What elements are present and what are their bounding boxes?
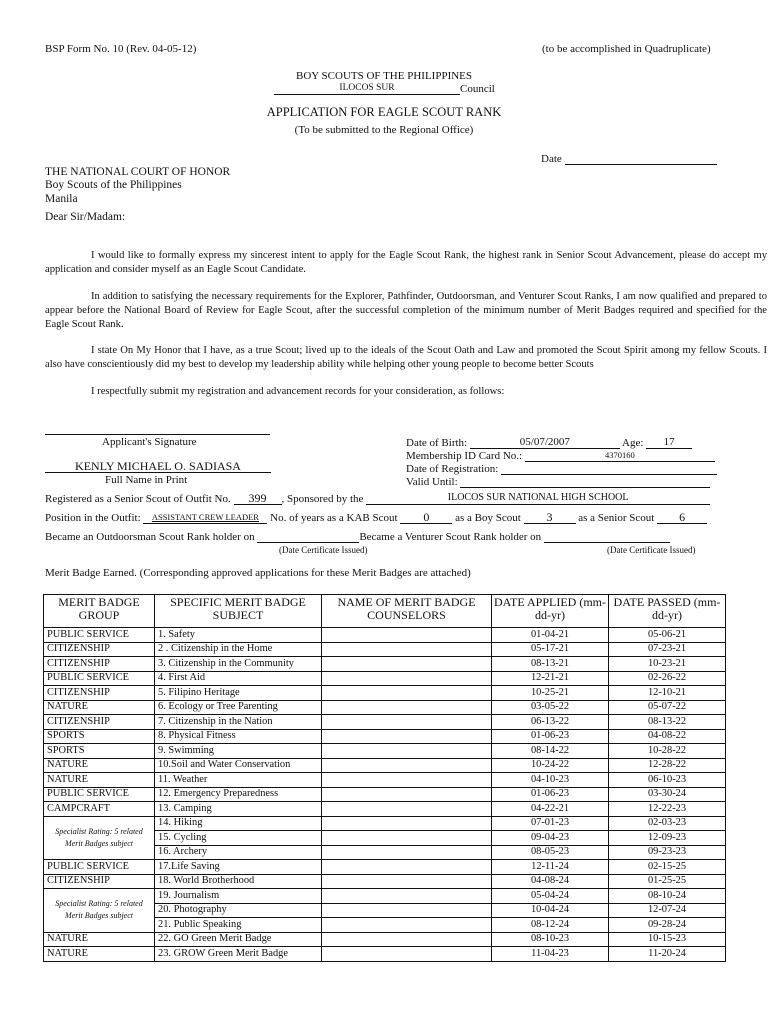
subject-cell[interactable]: 16. Archery — [155, 845, 322, 860]
council-label: Council — [460, 83, 495, 95]
organization-name: BOY SCOUTS OF THE PHILIPPINES — [295, 70, 473, 82]
group-cell[interactable]: NATURE — [44, 700, 155, 715]
full-name-line — [45, 460, 271, 473]
group-cell[interactable]: NATURE — [44, 758, 155, 773]
specialist-rating-note: Specialist Rating: 5 related Merit Badges subject — [44, 889, 155, 933]
table-row — [44, 773, 726, 788]
letter-paragraph-3: I state On My Honor that I have, as a true Scout; lived up to the ideals of the Scout Oath and Law and promoted the Scout Spirit among my fellow Scouts. I also have conscientiously did my best to develop my leadership ability while helping other young people to become better Scouts — [45, 345, 767, 370]
date-passed-cell[interactable]: 08-13-22 — [609, 715, 726, 730]
date-applied-cell[interactable]: 05-04-24 — [492, 889, 609, 904]
table-row — [44, 744, 726, 759]
counselor-cell[interactable] — [322, 700, 492, 715]
date-passed-cell[interactable]: 05-06-21 — [609, 628, 726, 643]
date-applied-cell[interactable]: 12-11-24 — [492, 860, 609, 875]
date-applied-cell[interactable]: 10-04-24 — [492, 903, 609, 918]
subject-cell[interactable]: 7. Citizenship in the Nation — [155, 715, 322, 730]
table-row — [44, 686, 726, 701]
subject-cell[interactable]: 15. Cycling — [155, 831, 322, 846]
subject-cell[interactable]: 19. Journalism — [155, 889, 322, 904]
table-row — [44, 642, 726, 657]
date-passed-cell[interactable]: 11-20-24 — [609, 947, 726, 962]
counselor-cell[interactable] — [322, 845, 492, 860]
group-cell[interactable]: SPORTS — [44, 729, 155, 744]
boy-scout-years-field[interactable]: 3 — [524, 511, 576, 524]
venturer-date-field[interactable] — [544, 530, 670, 543]
counselor-cell[interactable] — [322, 744, 492, 759]
position-line — [45, 511, 707, 524]
date-applied-cell[interactable]: 01-04-21 — [492, 628, 609, 643]
subject-cell[interactable]: 12. Emergency Preparedness — [155, 787, 322, 802]
subject-cell[interactable]: 8. Physical Fitness — [155, 729, 322, 744]
form-title: APPLICATION FOR EAGLE SCOUT RANK — [266, 105, 502, 119]
date-applied-cell[interactable]: 11-04-23 — [492, 947, 609, 962]
council-line — [274, 82, 495, 95]
date-passed-cell[interactable]: 02-03-23 — [609, 816, 726, 831]
counselor-cell[interactable] — [322, 773, 492, 788]
subject-cell[interactable]: 11. Weather — [155, 773, 322, 788]
outfit-number-field[interactable]: 399 — [234, 492, 282, 505]
counselor-cell[interactable] — [322, 874, 492, 889]
sponsor-field[interactable]: ILOCOS SUR NATIONAL HIGH SCHOOL — [366, 492, 710, 505]
addressee-line-3: Manila — [45, 193, 78, 205]
subject-cell[interactable]: 20. Photography — [155, 903, 322, 918]
date-applied-cell[interactable]: 09-04-23 — [492, 831, 609, 846]
date-applied-cell[interactable]: 08-12-24 — [492, 918, 609, 933]
full-name-field[interactable]: KENLY MICHAEL O. SADIASA — [45, 460, 271, 473]
subject-cell[interactable]: 6. Ecology or Tree Parenting — [155, 700, 322, 715]
subject-cell[interactable]: 1. Safety — [155, 628, 322, 643]
subject-cell[interactable]: 21. Public Speaking — [155, 918, 322, 933]
subject-cell[interactable]: 10.Soil and Water Conservation — [155, 758, 322, 773]
addressee-line-2: Boy Scouts of the Philippines — [45, 179, 182, 191]
group-cell[interactable]: PUBLIC SERVICE — [44, 860, 155, 875]
outdoorsman-date-field[interactable] — [257, 530, 359, 543]
valid-until-label: Valid Until: — [406, 476, 458, 488]
date-passed-cell[interactable]: 07-23-21 — [609, 642, 726, 657]
outdoorsman-date-caption: (Date Certificate Issued) — [279, 545, 368, 555]
date-passed-cell[interactable]: 10-23-21 — [609, 657, 726, 672]
counselor-cell[interactable] — [322, 787, 492, 802]
counselor-cell[interactable] — [322, 729, 492, 744]
valid-until-line — [406, 475, 710, 488]
quadruplicate-note: (to be accomplished in Quadruplicate) — [542, 43, 711, 55]
group-cell[interactable]: CITIZENSHIP — [44, 642, 155, 657]
date-applied-cell[interactable]: 08-10-23 — [492, 932, 609, 947]
addressee-line-1: THE NATIONAL COURT OF HONOR — [45, 166, 231, 178]
council-field[interactable]: ILOCOS SUR — [274, 82, 460, 95]
date-applied-cell[interactable]: 08-05-23 — [492, 845, 609, 860]
group-cell[interactable]: CITIZENSHIP — [44, 715, 155, 730]
header-subject: SPECIFIC MERIT BADGE SUBJECT — [155, 595, 322, 628]
counselor-cell[interactable] — [322, 657, 492, 672]
registration-field[interactable] — [501, 462, 717, 475]
counselor-cell[interactable] — [322, 918, 492, 933]
date-applied-cell[interactable]: 04-10-23 — [492, 773, 609, 788]
date-applied-cell[interactable]: 01-06-23 — [492, 729, 609, 744]
date-passed-cell[interactable]: 10-28-22 — [609, 744, 726, 759]
counselor-cell[interactable] — [322, 903, 492, 918]
age-field[interactable]: 17 — [646, 436, 692, 449]
table-header-row — [44, 595, 726, 628]
group-cell[interactable]: PUBLIC SERVICE — [44, 628, 155, 643]
letter-paragraph-2: In addition to satisfying the necessary requirements for the Explorer, Pathfinder, Outdoorsman, and Venturer Scout Ranks, I am now qualified and prepared to appear before the National Board of Review for Eagle Scout, after the successful completion of the minimum number of Merit Badges required and specified for the Eagle Scout Rank. — [45, 291, 767, 330]
counselor-cell[interactable] — [322, 816, 492, 831]
table-row — [44, 889, 726, 904]
counselor-cell[interactable] — [322, 860, 492, 875]
counselor-cell[interactable] — [322, 802, 492, 817]
group-cell[interactable]: CITIZENSHIP — [44, 657, 155, 672]
date-line — [541, 152, 717, 165]
signature-field[interactable] — [45, 424, 270, 435]
header-group: MERIT BADGE GROUP — [44, 595, 155, 628]
counselor-cell[interactable] — [322, 686, 492, 701]
form-subtitle: (To be submitted to the Regional Office) — [294, 124, 474, 136]
date-passed-cell[interactable]: 03-30-24 — [609, 787, 726, 802]
subject-cell[interactable]: 3. Citizenship in the Community — [155, 657, 322, 672]
subject-cell[interactable]: 5. Filipino Heritage — [155, 686, 322, 701]
header-date-passed: DATE PASSED (mm-dd-yr) — [609, 595, 726, 628]
table-row — [44, 816, 726, 831]
kab-years-field[interactable]: 0 — [400, 511, 452, 524]
subject-cell[interactable]: 18. World Brotherhood — [155, 874, 322, 889]
letter-paragraph-1: I would like to formally express my sincerest intent to apply for the Eagle Scout Rank, the highest rank in Senior Scout Advancement, please do accept my application and consider myself as an Eagle Scout Candidate. — [45, 250, 767, 275]
group-cell[interactable]: PUBLIC SERVICE — [44, 671, 155, 686]
sponsored-label: , Sponsored by the — [281, 493, 364, 505]
group-cell[interactable]: SPORTS — [44, 744, 155, 759]
table-row — [44, 860, 726, 875]
date-applied-cell[interactable]: 08-13-21 — [492, 657, 609, 672]
date-passed-cell[interactable]: 12-22-23 — [609, 802, 726, 817]
date-passed-cell[interactable]: 05-07-22 — [609, 700, 726, 715]
valid-until-field[interactable] — [460, 475, 710, 488]
table-row — [44, 700, 726, 715]
date-passed-cell[interactable]: 09-28-24 — [609, 918, 726, 933]
letter-paragraph-4: I respectfully submit my registration and advancement records for your consideration, as follows: — [91, 386, 505, 397]
full-name-label: Full Name in Print — [105, 474, 188, 486]
registration-label: Date of Registration: — [406, 463, 499, 475]
dob-label: Date of Birth: — [406, 437, 468, 449]
subject-cell[interactable]: 9. Swimming — [155, 744, 322, 759]
group-cell[interactable]: NATURE — [44, 947, 155, 962]
date-applied-cell[interactable]: 10-24-22 — [492, 758, 609, 773]
date-passed-cell[interactable]: 09-23-23 — [609, 845, 726, 860]
age-label: Age: — [622, 437, 644, 449]
date-passed-cell[interactable]: 10-15-23 — [609, 932, 726, 947]
membership-field[interactable]: 4370160 — [525, 449, 715, 462]
date-passed-cell[interactable]: 06-10-23 — [609, 773, 726, 788]
subject-cell[interactable]: 23. GROW Green Merit Badge — [155, 947, 322, 962]
date-applied-cell[interactable]: 04-22-21 — [492, 802, 609, 817]
venturer-label: Became a Venturer Scout Rank holder on — [359, 531, 542, 543]
date-passed-cell[interactable]: 12-10-21 — [609, 686, 726, 701]
table-row — [44, 947, 726, 962]
specialist-rating-note: Specialist Rating: 5 related Merit Badges subject — [44, 816, 155, 860]
date-passed-cell[interactable]: 12-07-24 — [609, 903, 726, 918]
form-number: BSP Form No. 10 (Rev. 04-05-12) — [45, 43, 197, 55]
merit-badge-note: Merit Badge Earned. (Corresponding approved applications for these Merit Badges are attached) — [45, 567, 471, 579]
table-row — [44, 715, 726, 730]
counselor-cell[interactable] — [322, 932, 492, 947]
counselor-cell[interactable] — [322, 642, 492, 657]
table-row — [44, 671, 726, 686]
registration-details-line — [45, 492, 710, 505]
counselor-cell[interactable] — [322, 671, 492, 686]
counselor-cell[interactable] — [322, 628, 492, 643]
date-applied-cell[interactable]: 12-21-21 — [492, 671, 609, 686]
group-cell[interactable]: NATURE — [44, 932, 155, 947]
group-cell[interactable]: CAMPCRAFT — [44, 802, 155, 817]
counselor-cell[interactable] — [322, 947, 492, 962]
kab-label: No. of years as a KAB Scout — [270, 512, 398, 524]
salutation: Dear Sir/Madam: — [45, 211, 126, 223]
group-cell[interactable]: PUBLIC SERVICE — [44, 787, 155, 802]
date-label: Date — [541, 153, 562, 165]
subject-cell[interactable]: 22. GO Green Merit Badge — [155, 932, 322, 947]
dob-line — [406, 436, 692, 449]
table-row — [44, 657, 726, 672]
table-row — [44, 874, 726, 889]
date-passed-cell[interactable]: 08-10-24 — [609, 889, 726, 904]
venturer-date-caption: (Date Certificate Issued) — [607, 545, 696, 555]
date-applied-cell[interactable]: 03-05-22 — [492, 700, 609, 715]
subject-cell[interactable]: 13. Camping — [155, 802, 322, 817]
date-applied-cell[interactable]: 06-13-22 — [492, 715, 609, 730]
counselor-cell[interactable] — [322, 715, 492, 730]
outdoorsman-label: Became an Outdoorsman Scout Rank holder on — [45, 531, 255, 543]
subject-cell[interactable]: 14. Hiking — [155, 816, 322, 831]
date-field[interactable] — [565, 152, 717, 165]
group-cell[interactable]: CITIZENSHIP — [44, 686, 155, 701]
dob-field[interactable]: 05/07/2007 — [470, 436, 620, 449]
rank-holder-line — [45, 530, 670, 543]
date-applied-cell[interactable]: 07-01-23 — [492, 816, 609, 831]
date-passed-cell[interactable]: 02-26-22 — [609, 671, 726, 686]
subject-cell[interactable]: 17.Life Saving — [155, 860, 322, 875]
table-row — [44, 758, 726, 773]
counselor-cell[interactable] — [322, 758, 492, 773]
membership-label: Membership ID Card No.: — [406, 450, 523, 462]
membership-line — [406, 449, 715, 462]
date-applied-cell[interactable]: 01-06-23 — [492, 787, 609, 802]
signature-label: Applicant's Signature — [102, 436, 197, 448]
header-counselors: NAME OF MERIT BADGE COUNSELORS — [322, 595, 492, 628]
group-cell[interactable]: CITIZENSHIP — [44, 874, 155, 889]
date-passed-cell[interactable]: 04-08-22 — [609, 729, 726, 744]
counselor-cell[interactable] — [322, 889, 492, 904]
table-row — [44, 729, 726, 744]
date-passed-cell[interactable]: 02-15-25 — [609, 860, 726, 875]
boy-scout-label: as a Boy Scout — [455, 512, 521, 524]
group-cell[interactable]: NATURE — [44, 773, 155, 788]
table-row — [44, 628, 726, 643]
date-passed-cell[interactable]: 12-09-23 — [609, 831, 726, 846]
senior-scout-label: as a Senior Scout — [578, 512, 655, 524]
position-label: Position in the Outfit: — [45, 512, 141, 524]
date-applied-cell[interactable]: 04-08-24 — [492, 874, 609, 889]
date-passed-cell[interactable]: 01-25-25 — [609, 874, 726, 889]
senior-scout-years-field[interactable]: 6 — [657, 511, 707, 524]
date-passed-cell[interactable]: 12-28-22 — [609, 758, 726, 773]
table-row — [44, 802, 726, 817]
subject-cell[interactable]: 4. First Aid — [155, 671, 322, 686]
registration-line — [406, 462, 717, 475]
table-row — [44, 932, 726, 947]
header-date-applied: DATE APPLIED (mm-dd-yr) — [492, 595, 609, 628]
position-field[interactable]: ASSISTANT CREW LEADER — [143, 511, 267, 524]
date-applied-cell[interactable]: 05-17-21 — [492, 642, 609, 657]
counselor-cell[interactable] — [322, 831, 492, 846]
date-applied-cell[interactable]: 10-25-21 — [492, 686, 609, 701]
table-row — [44, 787, 726, 802]
merit-badge-table — [43, 594, 726, 962]
date-applied-cell[interactable]: 08-14-22 — [492, 744, 609, 759]
registered-label: Registered as a Senior Scout of Outfit No. — [45, 493, 231, 505]
subject-cell[interactable]: 2 . Citizenship in the Home — [155, 642, 322, 657]
